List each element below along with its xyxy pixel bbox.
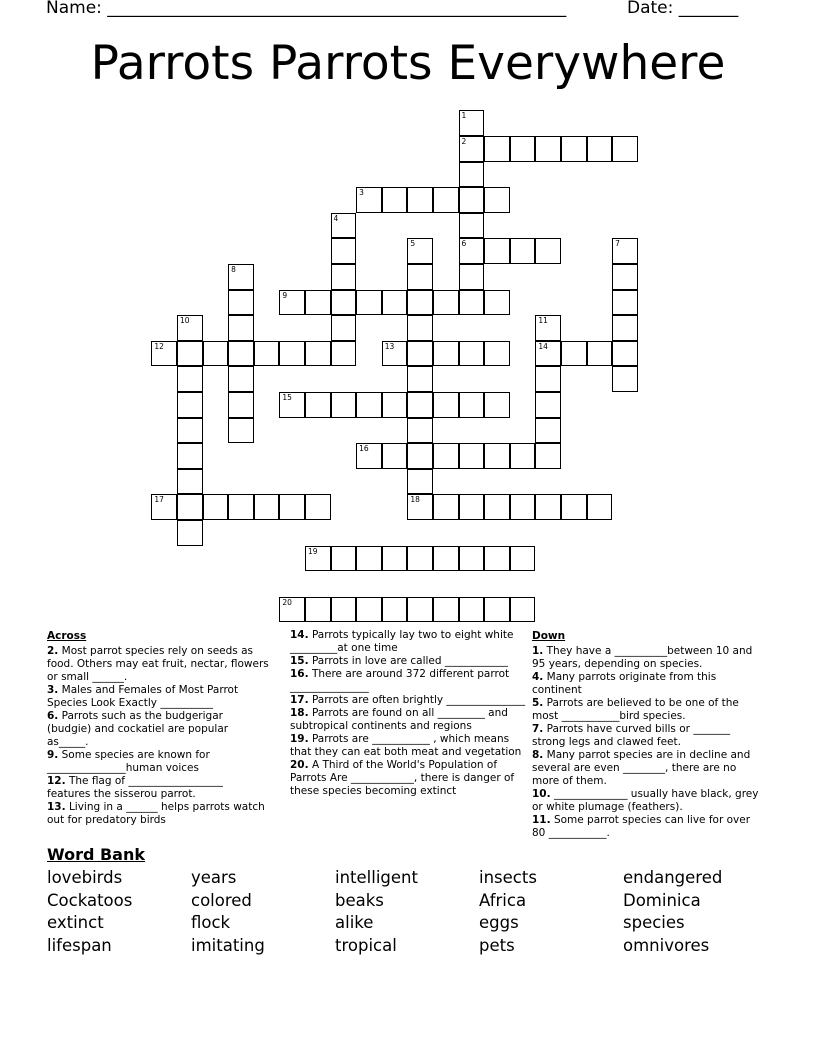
crossword-cell[interactable]	[356, 187, 382, 213]
word-bank-word: flock	[191, 913, 231, 933]
crossword-cell[interactable]	[535, 315, 561, 341]
down-clue	[532, 814, 764, 840]
across-clue	[47, 775, 269, 801]
clue-number: 6.	[47, 710, 59, 722]
cell-clue-number: 9	[282, 290, 288, 300]
clue-text: Parrots have curved bills or _______ strong legs and clawed feet.	[532, 723, 731, 748]
word-bank-word: imitating	[191, 935, 265, 955]
word-bank-word: intelligent	[335, 868, 418, 887]
crossword-cell[interactable]	[459, 597, 485, 623]
across-clue	[290, 668, 526, 694]
crossword-cell[interactable]	[535, 366, 561, 392]
across-heading: Across	[47, 630, 87, 642]
cell-clue-number: 4	[333, 213, 339, 223]
crossword-cell[interactable]	[612, 264, 638, 290]
crossword-cell[interactable]	[356, 443, 382, 469]
crossword-cell[interactable]	[433, 546, 459, 572]
clue-text: Many parrots originate from this continent	[532, 671, 717, 696]
crossword-cell[interactable]	[331, 546, 357, 572]
word-bank-word: alike	[335, 913, 374, 933]
clue-text: They have a __________between 10 and 95 years, depending on species.	[532, 645, 753, 670]
cell-clue-number: 15	[282, 392, 292, 402]
across-clue	[290, 733, 526, 759]
clue-number: 11.	[532, 814, 551, 826]
crossword-cell[interactable]	[510, 136, 536, 162]
crossword-cell[interactable]	[228, 341, 254, 367]
crossword-cell[interactable]	[612, 341, 638, 367]
crossword-cell[interactable]	[535, 494, 561, 520]
date-field-label: Date: _______	[627, 0, 739, 18]
cell-clue-number: 20	[282, 597, 292, 607]
word-bank-word: years	[191, 868, 237, 887]
crossword-cell[interactable]	[587, 136, 613, 162]
clue-text: Some species are known for _______________human voices	[47, 749, 210, 774]
across-clue	[47, 684, 269, 710]
crossword-cell[interactable]	[561, 494, 587, 520]
crossword-cell[interactable]	[228, 392, 254, 418]
crossword-cell[interactable]	[305, 341, 331, 367]
crossword-cell[interactable]	[459, 162, 485, 188]
crossword-cell[interactable]	[331, 213, 357, 239]
clue-number: 16.	[290, 668, 309, 680]
word-bank-word: omnivores	[623, 935, 710, 955]
clue-number: 15.	[290, 655, 309, 667]
word-bank-word: Cockatoos	[47, 890, 133, 910]
word-bank-word: beaks	[335, 890, 384, 910]
crossword-cell[interactable]	[382, 546, 408, 572]
crossword-cell[interactable]	[331, 315, 357, 341]
crossword-cell[interactable]	[382, 187, 408, 213]
crossword-cell[interactable]	[254, 341, 280, 367]
crossword-cell[interactable]	[433, 494, 459, 520]
crossword-cell[interactable]	[407, 238, 433, 264]
clue-text: Parrots are found on all _________ and subtropical continents and regions	[290, 707, 508, 732]
across-clue	[47, 801, 269, 827]
crossword-cell[interactable]	[587, 341, 613, 367]
clue-text: Males and Females of Most Parrot Species Look Exactly __________	[47, 684, 239, 709]
crossword-cell[interactable]	[177, 341, 203, 367]
crossword-cell[interactable]	[177, 366, 203, 392]
crossword-cell[interactable]	[561, 136, 587, 162]
crossword-cell[interactable]	[459, 341, 485, 367]
across-clue	[290, 759, 526, 798]
crossword-cell[interactable]	[459, 264, 485, 290]
clue-text: Living in a ______ helps parrots watch out for predatory birds	[47, 801, 265, 826]
crossword-cell[interactable]	[228, 494, 254, 520]
clue-number: 7.	[532, 723, 544, 735]
down-clue	[532, 697, 764, 723]
clue-text: ______________ usually have black, grey or white plumage (feathers).	[532, 788, 759, 813]
down-clue	[532, 645, 764, 671]
down-clue	[532, 671, 764, 697]
down-clue	[532, 749, 764, 788]
crossword-cell[interactable]	[459, 290, 485, 316]
word-bank-word: extinct	[47, 913, 104, 933]
crossword-cell[interactable]	[382, 341, 408, 367]
crossword-cell[interactable]	[279, 341, 305, 367]
crossword-cell[interactable]	[305, 392, 331, 418]
crossword-cell[interactable]	[459, 110, 485, 136]
crossword-cell[interactable]	[407, 597, 433, 623]
across-clue	[47, 749, 269, 775]
crossword-cell[interactable]	[459, 136, 485, 162]
crossword-cell[interactable]	[484, 136, 510, 162]
crossword-cell[interactable]	[535, 392, 561, 418]
crossword-cell[interactable]	[535, 136, 561, 162]
crossword-cell[interactable]	[407, 546, 433, 572]
cell-clue-number: 10	[179, 316, 190, 326]
crossword-cell[interactable]	[356, 290, 382, 316]
crossword-cell[interactable]	[177, 469, 203, 495]
clue-text: Parrots are often brightly _______________	[308, 694, 526, 706]
across-clues-column-2	[290, 629, 526, 798]
word-bank-word: Africa	[479, 890, 527, 910]
crossword-cell[interactable]	[305, 597, 331, 623]
crossword-cell[interactable]	[177, 315, 203, 341]
clue-number: 3.	[47, 684, 59, 696]
clue-number: 12.	[47, 775, 66, 787]
cell-clue-number: 2	[461, 136, 467, 146]
crossword-cell[interactable]	[331, 238, 357, 264]
clue-text: A Third of the World's Population of Parrots Are ____________, there is danger of these species becoming extinct	[290, 759, 515, 797]
crossword-cell[interactable]	[305, 494, 331, 520]
word-bank-word: tropical	[335, 935, 397, 955]
crossword-cell[interactable]	[279, 494, 305, 520]
crossword-cell[interactable]	[356, 597, 382, 623]
crossword-cell[interactable]	[228, 366, 254, 392]
crossword-cell[interactable]	[587, 494, 613, 520]
crossword-cell[interactable]	[331, 597, 357, 623]
word-bank	[47, 867, 777, 957]
down-heading: Down	[532, 630, 566, 642]
across-clue	[47, 645, 269, 684]
crossword-cell[interactable]	[484, 392, 510, 418]
name-field-label: Name: ______________________________________________________	[46, 0, 567, 18]
crossword-cell[interactable]	[151, 494, 177, 520]
crossword-cell[interactable]	[433, 187, 459, 213]
clue-text: The flag of __________________ features the sisserou parrot.	[47, 775, 223, 800]
across-clue	[290, 629, 526, 655]
cell-clue-number: 11	[538, 316, 548, 326]
crossword-cell[interactable]	[228, 290, 254, 316]
crossword-cell[interactable]	[382, 597, 408, 623]
crossword-cell[interactable]	[331, 392, 357, 418]
crossword-cell[interactable]	[459, 187, 485, 213]
cell-clue-number: 17	[154, 495, 164, 505]
down-clue	[532, 788, 764, 814]
crossword-cell[interactable]	[407, 443, 433, 469]
clue-number: 19.	[290, 733, 309, 745]
cell-clue-number: 1	[461, 111, 467, 121]
crossword-cell[interactable]	[535, 443, 561, 469]
crossword-cell[interactable]	[356, 546, 382, 572]
across-clue	[290, 707, 526, 733]
across-clues-column-1	[47, 630, 269, 827]
crossword-cell[interactable]	[228, 264, 254, 290]
word-bank-word: pets	[479, 935, 515, 955]
crossword-cell[interactable]	[407, 187, 433, 213]
crossword-cell[interactable]	[177, 494, 203, 520]
crossword-cell[interactable]	[228, 418, 254, 444]
puzzle-title: Parrots Parrots Everywhere	[90, 36, 726, 91]
clue-text: Parrots such as the budgerigar (budgie) and cockatiel are popular as_____.	[47, 710, 229, 748]
cell-clue-number: 19	[307, 546, 318, 556]
crossword-cell[interactable]	[459, 213, 485, 239]
cell-clue-number: 13	[384, 341, 395, 351]
across-clue	[290, 655, 526, 668]
clue-number: 18.	[290, 707, 309, 719]
crossword-cell[interactable]	[510, 443, 536, 469]
crossword-cell[interactable]	[484, 597, 510, 623]
crossword-cell[interactable]	[407, 494, 433, 520]
crossword-cell[interactable]	[203, 494, 229, 520]
crossword-cell[interactable]	[203, 341, 229, 367]
crossword-cell[interactable]	[510, 546, 536, 572]
clue-number: 5.	[532, 697, 544, 709]
crossword-cell[interactable]	[407, 315, 433, 341]
cell-clue-number: 7	[615, 239, 620, 249]
clue-text: Parrots are ___________ , which means that they can eat both meat and vegetation	[290, 733, 522, 758]
crossword-cell[interactable]	[228, 315, 254, 341]
crossword-cell[interactable]	[382, 392, 408, 418]
word-bank-word: lovebirds	[47, 868, 123, 887]
crossword-cell[interactable]	[254, 494, 280, 520]
clue-number: 2.	[47, 645, 59, 657]
clue-number: 9.	[47, 749, 59, 761]
crossword-cell[interactable]	[484, 494, 510, 520]
crossword-cell[interactable]	[484, 546, 510, 572]
crossword-cell[interactable]	[331, 290, 357, 316]
word-bank-word: insects	[479, 868, 537, 887]
crossword-cell[interactable]	[382, 290, 408, 316]
crossword-cell[interactable]	[177, 392, 203, 418]
cell-clue-number: 18	[410, 495, 420, 505]
crossword-cell[interactable]	[535, 418, 561, 444]
clue-number: 14.	[290, 629, 309, 641]
crossword-cell[interactable]	[305, 290, 331, 316]
crossword-cell[interactable]	[612, 136, 638, 162]
clue-text: Some parrot species can live for over 80 ___________.	[532, 814, 751, 839]
crossword-cell[interactable]	[407, 418, 433, 444]
clue-number: 20.	[290, 759, 309, 771]
cell-clue-number: 5	[410, 239, 416, 249]
word-bank-word: endangered	[623, 868, 723, 887]
crossword-cell[interactable]	[177, 520, 203, 546]
crossword-cell[interactable]	[177, 418, 203, 444]
crossword-cell[interactable]	[433, 290, 459, 316]
crossword-cell[interactable]	[382, 443, 408, 469]
crossword-cell[interactable]	[535, 238, 561, 264]
word-bank-word: lifespan	[47, 935, 112, 955]
word-bank-word: Dominica	[623, 890, 701, 910]
clue-number: 4.	[532, 671, 544, 683]
crossword-cell[interactable]	[331, 341, 357, 367]
crossword-cell[interactable]	[459, 494, 485, 520]
crossword-cell[interactable]	[279, 290, 305, 316]
clue-text: Parrots in love are called ____________	[308, 655, 508, 667]
clue-number: 1.	[532, 645, 544, 657]
clue-text: Most parrot species rely on seeds as food. Others may eat fruit, nectar, flowers or small ______.	[47, 645, 269, 683]
crossword-cell[interactable]	[305, 546, 331, 572]
clue-number: 17.	[290, 694, 309, 706]
crossword-cell[interactable]	[356, 392, 382, 418]
crossword-cell[interactable]	[484, 187, 510, 213]
crossword-cell[interactable]	[510, 494, 536, 520]
clue-number: 13.	[47, 801, 66, 813]
crossword-cell[interactable]	[535, 341, 561, 367]
crossword-cell[interactable]	[151, 341, 177, 367]
crossword-cell[interactable]	[484, 341, 510, 367]
clue-text: Parrots typically lay two to eight white _________at one time	[290, 629, 514, 654]
crossword-cell[interactable]	[459, 238, 485, 264]
crossword-cell[interactable]	[279, 392, 305, 418]
crossword-cell[interactable]	[177, 443, 203, 469]
word-bank-word: colored	[191, 890, 252, 910]
cell-clue-number: 16	[359, 444, 369, 454]
clue-text: Many parrot species are in decline and several are even ________, there are no more of them.	[532, 749, 751, 787]
crossword-cell[interactable]	[484, 238, 510, 264]
crossword-cell[interactable]	[407, 341, 433, 367]
crossword-cell[interactable]	[459, 392, 485, 418]
crossword-cell[interactable]	[407, 392, 433, 418]
cell-clue-number: 6	[461, 239, 467, 249]
crossword-cell[interactable]	[433, 341, 459, 367]
crossword-cell[interactable]	[433, 443, 459, 469]
crossword-cell[interactable]	[484, 443, 510, 469]
crossword-cell[interactable]	[407, 469, 433, 495]
crossword-cell[interactable]	[459, 546, 485, 572]
cell-clue-number: 8	[231, 264, 236, 274]
word-bank-word: species	[623, 913, 685, 933]
across-clue	[290, 694, 526, 707]
crossword-cell[interactable]	[459, 443, 485, 469]
crossword-cell[interactable]	[612, 366, 638, 392]
clue-number: 8.	[532, 749, 544, 761]
crossword-cell[interactable]	[510, 238, 536, 264]
crossword-cell[interactable]	[484, 290, 510, 316]
crossword-cell[interactable]	[561, 341, 587, 367]
word-bank-title: Word Bank	[47, 845, 146, 864]
down-clues-column	[532, 630, 764, 840]
crossword-cell[interactable]	[612, 290, 638, 316]
crossword-cell[interactable]	[612, 238, 638, 264]
down-clue	[532, 723, 764, 749]
cell-clue-number: 3	[359, 188, 364, 198]
crossword-cell[interactable]	[407, 366, 433, 392]
crossword-cell[interactable]	[433, 392, 459, 418]
across-clue	[47, 710, 269, 749]
clue-text: Parrots are believed to be one of the most ___________bird species.	[532, 697, 739, 722]
crossword-cell[interactable]	[407, 264, 433, 290]
crossword-cell[interactable]	[279, 597, 305, 623]
crossword-cell[interactable]	[612, 315, 638, 341]
clue-number: 10.	[532, 788, 551, 800]
crossword-cell[interactable]	[510, 597, 536, 623]
cell-clue-number: 12	[154, 341, 164, 351]
crossword-cell[interactable]	[407, 290, 433, 316]
crossword-cell[interactable]	[433, 597, 459, 623]
cell-clue-number: 14	[538, 341, 548, 351]
clue-text: There are around 372 different parrot _______________	[290, 668, 510, 693]
crossword-cell[interactable]	[331, 264, 357, 290]
word-bank-word: eggs	[479, 913, 519, 933]
